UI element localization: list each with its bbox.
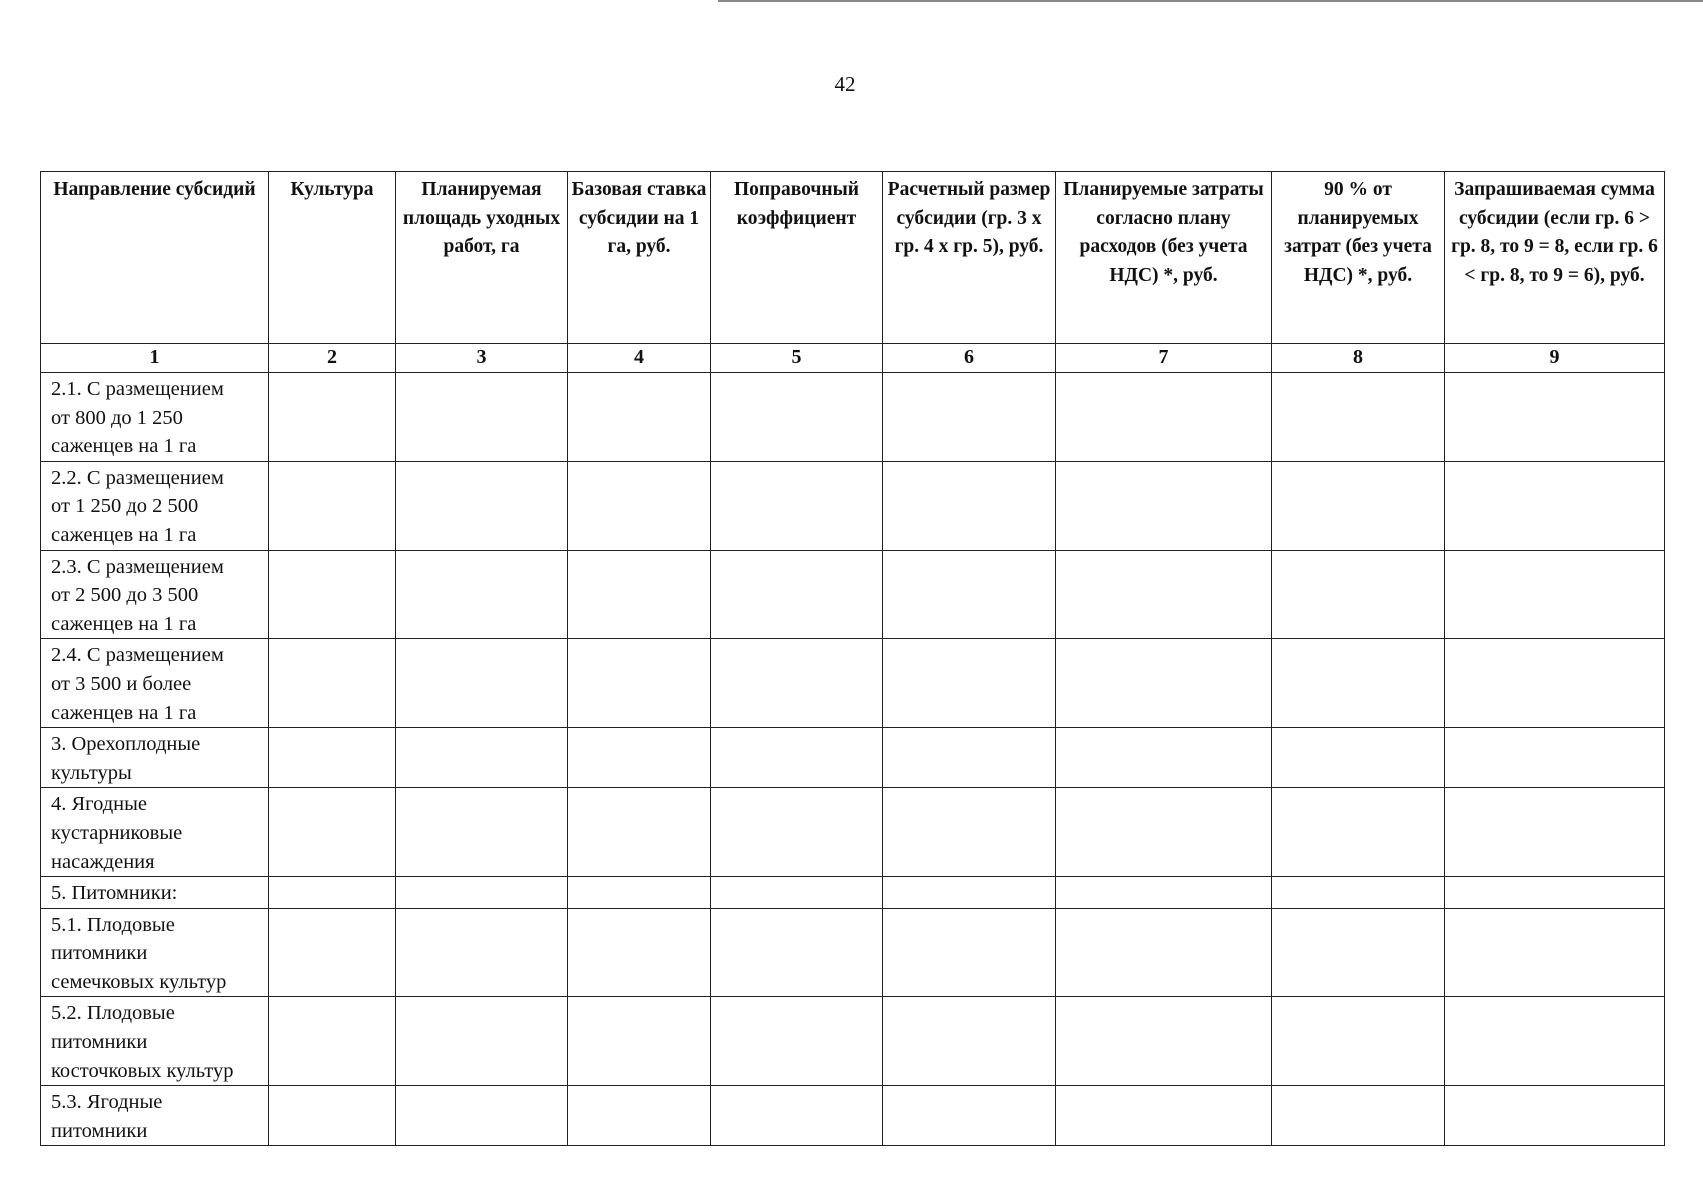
empty-cell	[568, 728, 711, 788]
column-number: 1	[41, 344, 269, 373]
direction-cell: 5.1. Плодовые питомники семечковых культур	[41, 908, 269, 997]
empty-cell	[396, 728, 568, 788]
table-row	[41, 639, 1665, 728]
empty-cell	[396, 908, 568, 997]
table-row	[41, 877, 1665, 909]
empty-cell	[568, 908, 711, 997]
empty-cell	[1056, 997, 1272, 1086]
empty-cell	[1445, 877, 1665, 909]
header-row	[41, 172, 1665, 344]
table-row	[41, 788, 1665, 877]
empty-cell	[1445, 373, 1665, 462]
empty-cell	[711, 997, 883, 1086]
empty-cell	[396, 639, 568, 728]
page-number: 42	[834, 72, 856, 96]
column-number-row	[41, 344, 1665, 373]
empty-cell	[269, 639, 396, 728]
direction-cell: 5.3. Ягодные питомники	[41, 1086, 269, 1146]
empty-cell	[1445, 908, 1665, 997]
table-row	[41, 728, 1665, 788]
empty-cell	[883, 639, 1056, 728]
header-cell-2: Культура	[269, 172, 396, 344]
empty-cell	[1272, 728, 1445, 788]
empty-cell	[883, 373, 1056, 462]
column-number: 7	[1056, 344, 1272, 373]
empty-cell	[711, 728, 883, 788]
direction-cell: 2.2. С размещением от 1 250 до 2 500 саженцев на 1 га	[41, 461, 269, 550]
direction-cell: 2.3. С размещением от 2 500 до 3 500 саженцев на 1 га	[41, 550, 269, 639]
direction-cell: 4. Ягодные кустарниковые насаждения	[41, 788, 269, 877]
empty-cell	[568, 997, 711, 1086]
empty-cell	[568, 461, 711, 550]
empty-cell	[1056, 908, 1272, 997]
empty-cell	[1445, 550, 1665, 639]
header-cell-5: Поправочный коэффициент	[711, 172, 883, 344]
empty-cell	[711, 788, 883, 877]
empty-cell	[568, 373, 711, 462]
subsidy-table	[40, 171, 1665, 1146]
empty-cell	[1272, 908, 1445, 997]
column-number: 4	[568, 344, 711, 373]
empty-cell	[396, 461, 568, 550]
empty-cell	[269, 1086, 396, 1146]
empty-cell	[269, 728, 396, 788]
empty-cell	[269, 550, 396, 639]
empty-cell	[1445, 728, 1665, 788]
column-number: 3	[396, 344, 568, 373]
header-cell-9: Запрашиваемая сумма субсидии (если гр. 6 > гр. 8, то 9 = 8, если гр. 6 < гр. 8, то 9 = 6), руб.	[1445, 172, 1665, 344]
column-number: 9	[1445, 344, 1665, 373]
empty-cell	[396, 550, 568, 639]
empty-cell	[1056, 373, 1272, 462]
empty-cell	[1056, 1086, 1272, 1146]
empty-cell	[1272, 788, 1445, 877]
empty-cell	[711, 550, 883, 639]
empty-cell	[269, 877, 396, 909]
empty-cell	[1272, 550, 1445, 639]
empty-cell	[1445, 788, 1665, 877]
table-row	[41, 908, 1665, 997]
empty-cell	[1272, 997, 1445, 1086]
empty-cell	[396, 877, 568, 909]
empty-cell	[269, 908, 396, 997]
empty-cell	[1056, 550, 1272, 639]
empty-cell	[883, 461, 1056, 550]
empty-cell	[1056, 877, 1272, 909]
empty-cell	[1272, 1086, 1445, 1146]
table-row	[41, 997, 1665, 1086]
empty-cell	[1272, 877, 1445, 909]
empty-cell	[396, 1086, 568, 1146]
empty-cell	[711, 1086, 883, 1146]
empty-cell	[1056, 788, 1272, 877]
column-number: 8	[1272, 344, 1445, 373]
table-row	[41, 461, 1665, 550]
header-cell-4: Базовая ставка субсидии на 1 га, руб.	[568, 172, 711, 344]
empty-cell	[883, 908, 1056, 997]
empty-cell	[1445, 997, 1665, 1086]
empty-cell	[568, 639, 711, 728]
table-row	[41, 373, 1665, 462]
empty-cell	[883, 997, 1056, 1086]
empty-cell	[568, 1086, 711, 1146]
empty-cell	[711, 639, 883, 728]
direction-cell: 2.1. С размещением от 800 до 1 250 саженцев на 1 га	[41, 373, 269, 462]
header-cell-1: Направление субсидий	[41, 172, 269, 344]
empty-cell	[1445, 461, 1665, 550]
empty-cell	[396, 997, 568, 1086]
empty-cell	[1272, 373, 1445, 462]
column-number: 6	[883, 344, 1056, 373]
empty-cell	[568, 550, 711, 639]
direction-cell: 2.4. С размещением от 3 500 и более саженцев на 1 га	[41, 639, 269, 728]
empty-cell	[269, 373, 396, 462]
empty-cell	[1056, 639, 1272, 728]
empty-cell	[711, 373, 883, 462]
empty-cell	[1272, 639, 1445, 728]
empty-cell	[883, 1086, 1056, 1146]
empty-cell	[883, 788, 1056, 877]
empty-cell	[711, 877, 883, 909]
empty-cell	[269, 461, 396, 550]
empty-cell	[396, 788, 568, 877]
empty-cell	[269, 997, 396, 1086]
empty-cell	[396, 373, 568, 462]
header-cell-8: 90 % от планируемых затрат (без учета НДС) *, руб.	[1272, 172, 1445, 344]
table-row	[41, 550, 1665, 639]
empty-cell	[1445, 639, 1665, 728]
empty-cell	[269, 788, 396, 877]
direction-cell: 5. Питомники:	[41, 877, 269, 909]
top-rule	[718, 0, 1703, 2]
header-cell-3: Планируемая площадь уходных работ, га	[396, 172, 568, 344]
empty-cell	[568, 877, 711, 909]
direction-cell: 5.2. Плодовые питомники косточковых культур	[41, 997, 269, 1086]
header-cell-7: Планируемые затраты согласно плану расходов (без учета НДС) *, руб.	[1056, 172, 1272, 344]
empty-cell	[883, 728, 1056, 788]
empty-cell	[1272, 461, 1445, 550]
direction-cell: 3. Орехоплодные культуры	[41, 728, 269, 788]
subsidy-table-container	[40, 171, 1664, 1146]
empty-cell	[711, 461, 883, 550]
empty-cell	[883, 550, 1056, 639]
header-cell-6: Расчетный размер субсидии (гр. 3 x гр. 4 x гр. 5), руб.	[883, 172, 1056, 344]
empty-cell	[568, 788, 711, 877]
column-number: 5	[711, 344, 883, 373]
empty-cell	[883, 877, 1056, 909]
column-number: 2	[269, 344, 396, 373]
empty-cell	[1445, 1086, 1665, 1146]
empty-cell	[711, 908, 883, 997]
empty-cell	[1056, 461, 1272, 550]
table-row	[41, 1086, 1665, 1146]
empty-cell	[1056, 728, 1272, 788]
